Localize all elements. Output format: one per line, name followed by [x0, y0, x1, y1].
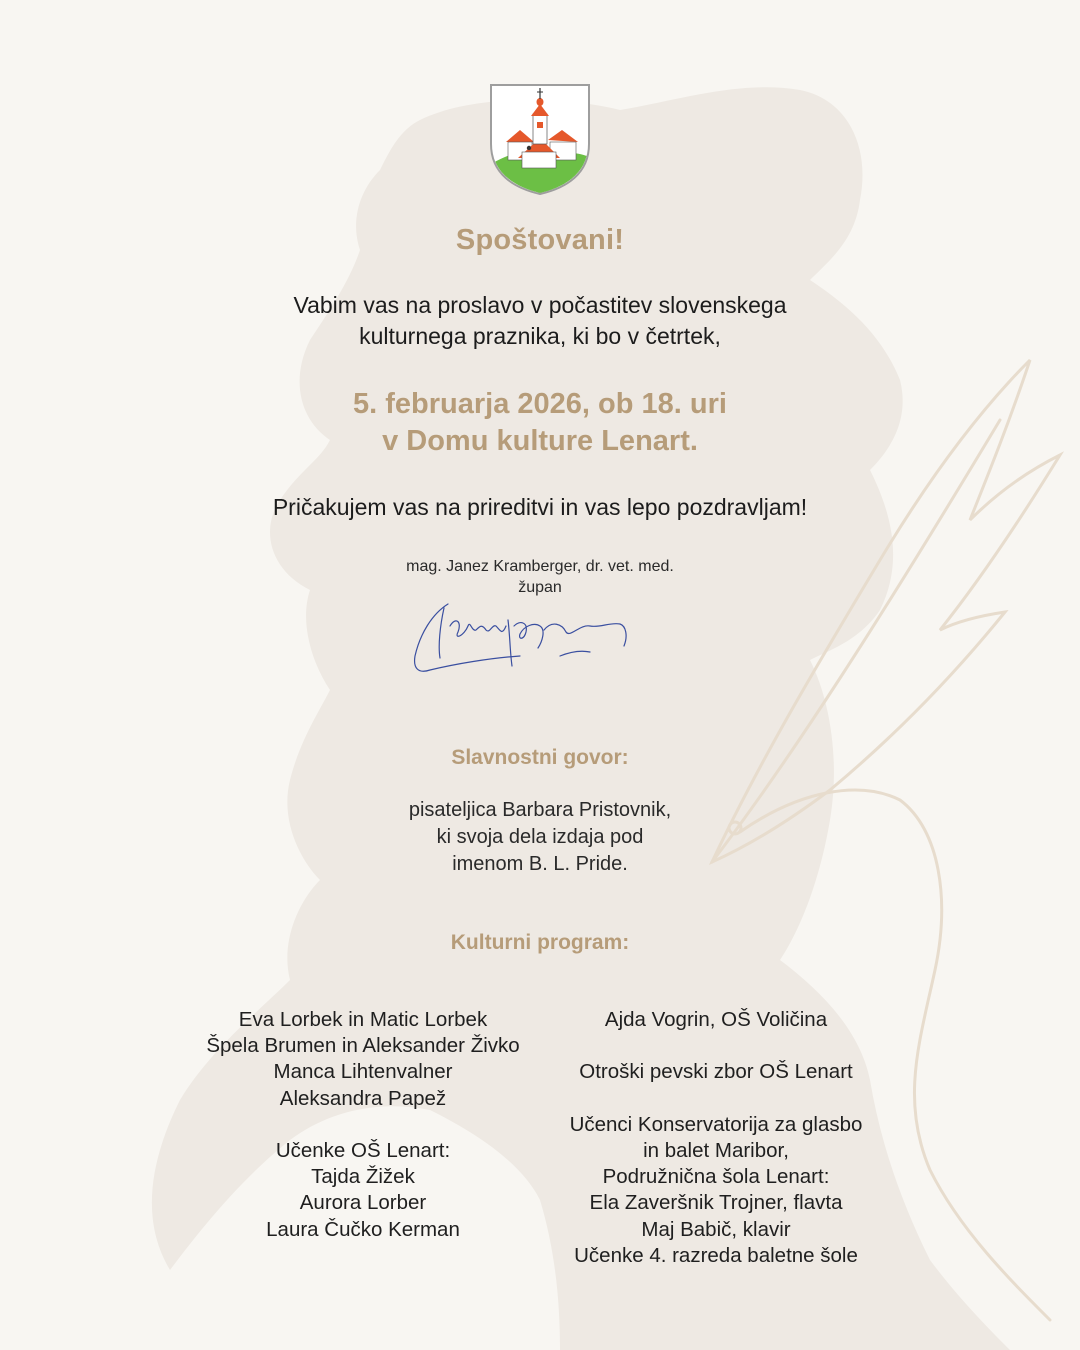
invitation-line: Vabim vas na proslavo v počastitev slovenskega: [293, 292, 787, 318]
spacer: [163, 1112, 563, 1138]
program-item-line: in balet Maribor,: [643, 1138, 789, 1162]
closing-text: Pričakujem vas na prireditvi in vas lepo pozdravljam!: [272, 494, 808, 520]
greeting-heading: Spoštovani!: [455, 224, 625, 256]
speech-line: ki svoja dela izdaja pod: [436, 826, 644, 848]
program-item: Ajda Vogrin, OŠ Voličina: [604, 1008, 828, 1031]
performer-name: Eva Lorbek in Matic Lorbek: [238, 1008, 488, 1031]
signer-name: mag. Janez Kramberger, dr. vet. med.: [406, 558, 674, 575]
performer-name: Manca Lihtenvalner: [273, 1060, 453, 1084]
program-item: Otroški pevski zbor OŠ Lenart: [579, 1060, 853, 1084]
program-item-line: Podružnična šola Lenart:: [602, 1165, 830, 1189]
invitation-line: kulturnega praznika, ki bo v četrtek,: [359, 323, 721, 349]
performer-name: Aleksandra Papež: [279, 1086, 447, 1110]
handwritten-signature: [410, 596, 635, 681]
speech-text: [0, 797, 1080, 878]
event-date-venue: [0, 386, 1080, 460]
speech-line: imenom B. L. Pride.: [452, 853, 628, 875]
coat-of-arms-icon: [488, 80, 592, 196]
program-item-line: Učenci Konservatorija za glasbo: [569, 1112, 863, 1136]
program-left-column: [163, 1007, 563, 1243]
group-label: Učenke OŠ Lenart:: [275, 1138, 451, 1162]
program-heading: Kulturni program:: [450, 931, 630, 954]
program-item-line: Maj Babič, klavir: [641, 1217, 791, 1241]
event-date: 5. februarja 2026, ob 18. uri: [353, 388, 727, 420]
program-right-column: [516, 1007, 916, 1269]
speech-heading: Slavnostni govor:: [451, 746, 629, 769]
group-member: Tajda Žižek: [311, 1165, 415, 1189]
signer-block: [0, 556, 1080, 598]
program-item-line: Ela Zaveršnik Trojner, flavta: [589, 1191, 843, 1215]
program-item-line: Učenke 4. razreda baletne šole: [574, 1243, 858, 1267]
invitation-text: [0, 290, 1080, 352]
group-member: Laura Čučko Kerman: [266, 1217, 460, 1241]
performer-name: Špela Brumen in Aleksander Živko: [206, 1034, 520, 1058]
event-venue: v Domu kulture Lenart.: [382, 425, 698, 457]
spacer: [516, 1033, 916, 1059]
signer-title: župan: [518, 579, 562, 596]
group-member: Aurora Lorber: [299, 1191, 427, 1215]
speech-line: pisateljica Barbara Pristovnik,: [408, 799, 672, 821]
spacer: [516, 1086, 916, 1112]
